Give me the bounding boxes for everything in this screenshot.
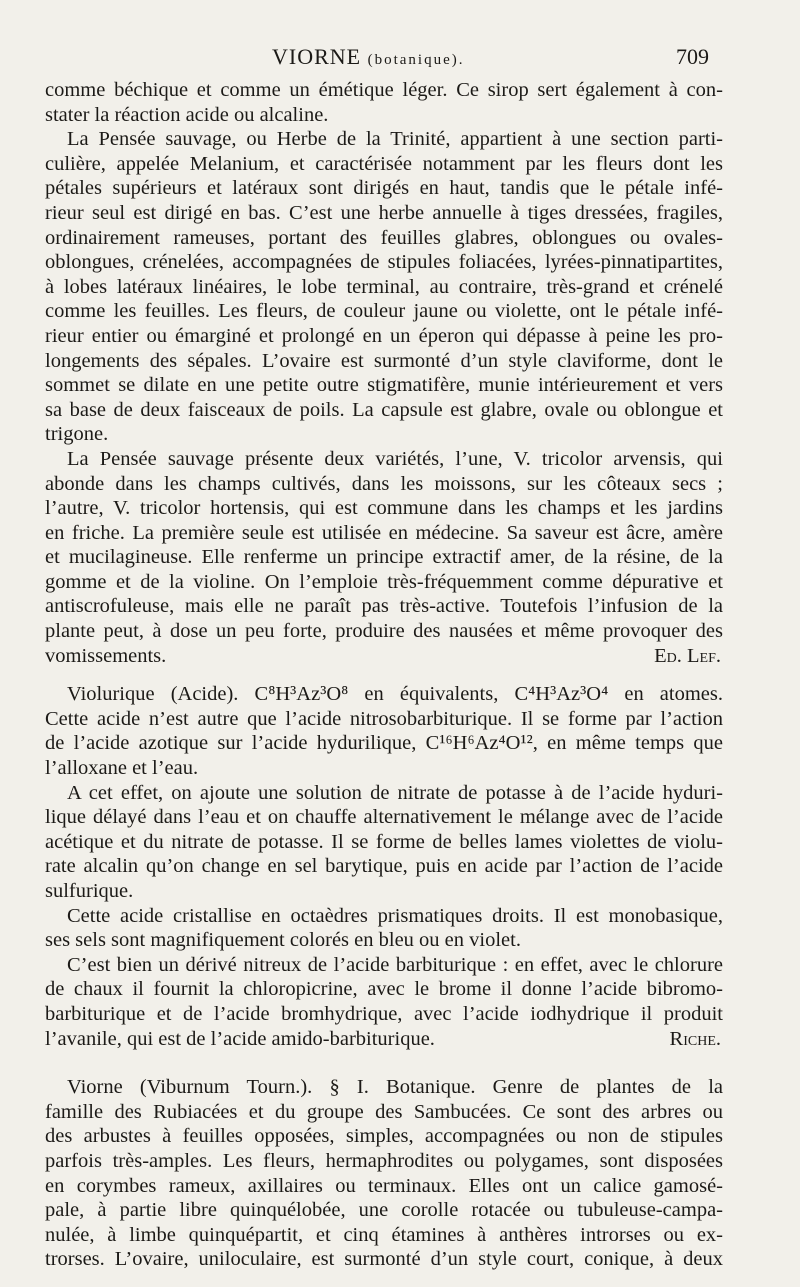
- text-line: [45, 1027, 723, 1052]
- text-line: longements des sépales. L’ovaire est surmonté d’un style claviforme, dont le: [45, 349, 723, 372]
- entry-heading-line: Violurique (Acide). C⁸H³Az³O⁸ en équivalents, C⁴H³Az³O⁴ en atomes.: [67, 683, 723, 706]
- text-line: Cette acide n’est autre que l’acide nitrosobarbiturique. Il se forme par l’action: [45, 707, 723, 730]
- text-line: sommet se dilate en une petite outre stigmatifère, munie intérieurement et vers: [45, 374, 723, 397]
- text-line: à lobes latéraux linéaires, le lobe terminal, au contraire, très-grand et crénelé: [45, 275, 723, 298]
- text-line: [45, 644, 723, 669]
- text-line: famille des Rubiacées et du groupe des Sambucées. Ce sont des arbres ou: [45, 1100, 723, 1123]
- text-line: culière, appelée Melanium, et caractérisée notamment par les fleurs dont les: [45, 152, 723, 175]
- text-line: en friche. La première seule est utilisée en médecine. Sa saveur est âcre, amère: [45, 521, 723, 544]
- text-line: oblongues, crénelées, accompagnées de stipules foliacées, lyrées-pinnatipartites,: [45, 251, 723, 274]
- text-line: rate alcalin qu’on change en sel barytique, puis en acide par l’action de l’acide: [45, 855, 723, 878]
- text-line: Cette acide cristallise en octaèdres prismatiques droits. Il est monobasique,: [67, 904, 723, 927]
- text-line: lique délayé dans l’eau et on chauffe alternativement le mélange avec de l’acide: [45, 806, 723, 829]
- text-line: comme béchique et comme un émétique léger. Ce sirop sert également à con-: [45, 79, 723, 101]
- author-signature: Riche.: [669, 1027, 721, 1050]
- running-header: [0, 44, 800, 76]
- text-line: l’autre, V. tricolor hortensis, qui est commune dans les champs et les jardins: [45, 497, 723, 520]
- page-body: [45, 78, 723, 1272]
- text-line: La Pensée sauvage, ou Herbe de la Trinité, appartient à une section parti-: [67, 128, 723, 151]
- text-line: rieur seul est dirigé en bas. C’est une herbe annuelle à tiges dressées, fragiles,: [45, 201, 723, 224]
- text-line: stater la réaction acide ou alcaline.: [45, 103, 329, 126]
- text-line: barbiturique et de l’acide bromhydrique, avec l’acide iodhydrique il produit: [45, 1002, 723, 1025]
- text-line-content: l’avanile, qui est de l’acide amido-barbiturique.: [45, 1027, 435, 1050]
- text-line: abonde dans les champs cultivés, dans les moissons, sur les côteaux secs ;: [45, 472, 723, 495]
- text-line: nulée, à limbe quinquépartit, et cinq étamines à anthères introrses ou ex-: [45, 1223, 723, 1246]
- text-line-content: vomissements.: [45, 644, 167, 667]
- text-line: et mucilagineuse. Elle renferme un principe extractif amer, de la résine, de la: [45, 546, 723, 569]
- text-line: sa base de deux faisceaux de poils. La capsule est glabre, ovale ou oblongue et: [45, 398, 723, 421]
- page-number: 709: [676, 44, 709, 69]
- text-line: trorses. L’ovaire, uniloculaire, est surmonté d’un style court, conique, à deux: [45, 1248, 723, 1271]
- running-title: VIORNE (botanique).: [272, 44, 465, 69]
- text-line: gomme et de la violine. On l’emploie très-fréquemment comme dépurative et: [45, 570, 723, 593]
- text-line: des arbustes à feuilles opposées, simples, accompagnées ou non de stipules: [45, 1125, 723, 1148]
- text-line: La Pensée sauvage présente deux variétés, l’une, V. tricolor arvensis, qui: [67, 447, 723, 470]
- section-gap: [45, 668, 723, 682]
- text-line: parfois très-amples. Les fleurs, hermaphrodites ou polygames, sont disposées: [45, 1149, 723, 1172]
- text-line: pétales supérieurs et latéraux sont dirigés en haut, tandis que le pétale infé-: [45, 177, 723, 200]
- text-line: trigone.: [45, 423, 109, 446]
- text-line: en corymbes rameux, axillaires ou terminaux. Elles ont un calice gamosé-: [45, 1174, 723, 1197]
- text-line: rieur entier ou émarginé et prolongé en un éperon qui dépasse à peine les pro-: [45, 324, 723, 347]
- running-subtitle: (botanique).: [367, 52, 465, 68]
- text-line: ses sels sont magnifiquement colorés en bleu ou en violet.: [45, 929, 521, 952]
- text-line: sulfurique.: [45, 880, 134, 902]
- text-line: de chaux il fournit la chloropicrine, avec le brome il donne l’acide bibromo-: [45, 978, 723, 1001]
- author-signature: Ed. Lef.: [654, 644, 721, 667]
- text-line: antiscrofuleuse, mais elle ne paraît pas très-active. Toutefois l’infusion de la: [45, 595, 723, 618]
- text-line: plante peut, à dose un peu forte, produire des nausées et même provoquer des: [45, 620, 723, 643]
- text-line: A cet effet, on ajoute une solution de nitrate de potasse à de l’acide hyduri-: [67, 781, 723, 804]
- entry-heading-line: Viorne (Viburnum Tourn.). § I. Botanique. Genre de plantes de la: [67, 1076, 723, 1099]
- text-line: pale, à partie libre quinquélobée, une corolle rotacée ou tubuleuse-campa-: [45, 1199, 723, 1222]
- text-line: acétique et du nitrate de potasse. Il se forme de belles lames violettes de violu-: [45, 830, 723, 853]
- text-line: C’est bien un dérivé nitreux de l’acide barbiturique : en effet, avec le chlorure: [67, 953, 723, 976]
- text-line: comme les feuilles. Les fleurs, de couleur jaune ou violette, ont le pétale infé-: [45, 300, 723, 323]
- text-line: l’alloxane et l’eau.: [45, 757, 199, 780]
- text-line: de l’acide azotique sur l’acide hydurilique, C¹⁶H⁶Az⁴O¹², en même temps que: [45, 732, 723, 755]
- section-gap: [45, 1051, 723, 1075]
- text-line: ordinairement rameuses, portant des feuilles glabres, oblongues ou ovales-: [45, 226, 723, 249]
